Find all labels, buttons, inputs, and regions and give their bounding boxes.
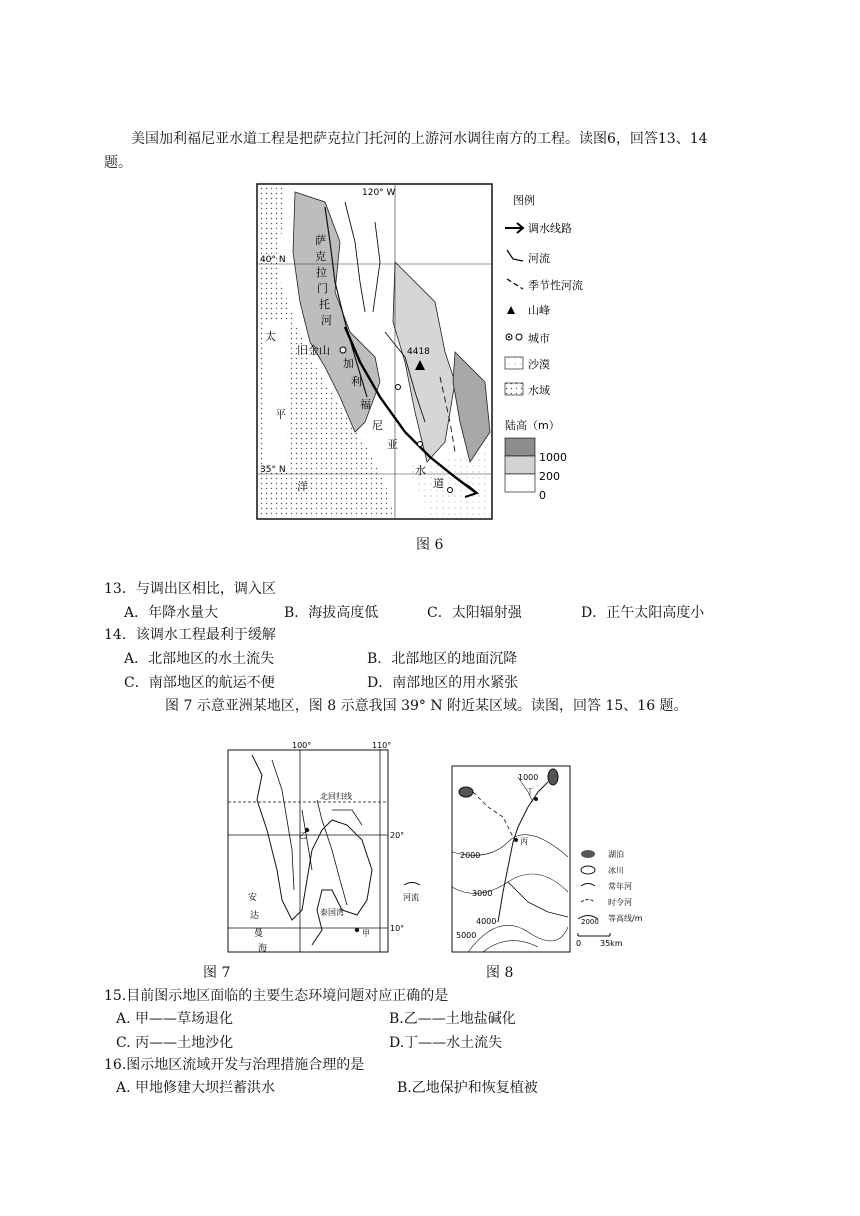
legend-water: 水域 [528, 384, 550, 397]
q15-stem: 15.目前图示地区面临的主要生态环境问题对应正确的是 [104, 988, 449, 1004]
aq-char-2: 利 [351, 375, 362, 388]
mark-ding: 丁 [526, 787, 534, 796]
figure-7-map [222, 740, 432, 955]
contour-4000: 4000 [476, 917, 497, 926]
bing-location [514, 838, 518, 842]
q16-stem: 16.图示地区流域开发与治理措施合理的是 [104, 1057, 365, 1073]
mark-bing: 丙 [520, 837, 528, 846]
ocean-char-1: 太 [265, 330, 276, 343]
california-aqueduct-map [255, 182, 585, 522]
glacier-icon [581, 866, 595, 874]
fig8-legend [576, 849, 643, 948]
elev-title: 陆高（m） [505, 419, 560, 432]
river-char-6: 河 [321, 314, 332, 327]
legend-contour: 等高线/m [608, 914, 643, 923]
contour-3000: 3000 [472, 889, 493, 898]
fig6-legend [505, 193, 583, 502]
q14-option-a: A．北部地区的水土流失 [124, 651, 275, 667]
lat-10-label: 10° [390, 924, 405, 933]
aq-char-3: 福 [360, 398, 371, 411]
ocean-char-2: 平 [275, 408, 286, 421]
perennial-river-icon [581, 884, 595, 887]
lat-40-label: 40° N [260, 255, 286, 265]
gulf-label: 泰国湾 [320, 908, 344, 917]
aq-char-7: 道 [433, 477, 444, 490]
q16-option-b: B.乙地保护和恢复植被 [397, 1080, 538, 1096]
seasonal-river-icon [507, 279, 523, 289]
water-legend-icon [505, 383, 523, 395]
elev-tick-200: 200 [539, 470, 560, 483]
q14-stem: 14．该调水工程最利于缓解 [104, 627, 276, 643]
fig7-legend-river: 河流 [403, 893, 419, 902]
figure-8-map [448, 762, 648, 954]
intro-2: 图 7 示意亚洲某地区，图 8 示意我国 39° N 附近某区域。读图，回答 15、16 题。 [165, 698, 688, 714]
legend-glacier: 冰川 [608, 866, 624, 875]
legend-2000: 2000 [581, 918, 599, 926]
glacier-east [548, 769, 558, 785]
lat-35-label: 35° N [260, 465, 286, 475]
aq-char-5: 亚 [387, 438, 398, 451]
legend-seasonal: 时令河 [608, 898, 632, 907]
city-label: 旧金山 [297, 344, 330, 357]
intro-line-2: 题。 [104, 155, 132, 171]
jia-location [355, 928, 359, 932]
q14-option-c: C．南部地区的航运不便 [124, 675, 275, 691]
q13-option-b: B．海拔高度低 [284, 605, 379, 621]
river-char-4: 门 [317, 282, 328, 295]
aq-char-1: 加 [343, 357, 354, 370]
river-char-1: 萨 [315, 234, 326, 247]
ocean-char-3: 洋 [297, 480, 308, 493]
lon-110-label: 110° [372, 741, 392, 750]
river-char-3: 拉 [316, 266, 327, 279]
river-char-2: 克 [315, 250, 326, 263]
river-legend-icon [404, 883, 420, 886]
q13-option-d: D．正午太阳高度小 [581, 605, 705, 621]
q16-option-a: A. 甲地修建大坝拦蓄洪水 [116, 1080, 276, 1096]
legend-title: 图例 [513, 194, 535, 207]
q15-option-d: D.丁——水土流失 [389, 1035, 503, 1051]
q13-option-c: C．太阳辐射强 [427, 605, 522, 621]
mark-jia: 甲 [362, 929, 370, 938]
mark-yi: 乙 [299, 831, 307, 840]
aq-char-6: 水 [415, 464, 426, 477]
fig6-caption: 图 6 [416, 537, 444, 553]
legend-peak: 山峰 [528, 304, 550, 317]
fig7-caption: 图 7 [203, 965, 231, 981]
asia-region-map [222, 740, 432, 955]
elev-1000-swatch [505, 438, 535, 456]
intro-line-1: 美国加利福尼亚水道工程是把萨克拉门托河的上游河水调往南方的工程。读图6，回答13、14 [131, 131, 708, 147]
sea-char-1: 安 [248, 893, 258, 903]
legend-river: 河流 [528, 252, 550, 265]
lon-label: 120° W [362, 188, 396, 198]
peak-label: 4418 [407, 347, 430, 357]
legend-route: 调水线路 [528, 222, 572, 235]
q13-option-a: A．年降水量大 [124, 605, 219, 621]
q13-stem: 13．与调出区相比，调入区 [104, 581, 276, 597]
sea-char-3: 曼 [254, 929, 264, 939]
q14-option-b: B．北部地区的地面沉降 [367, 651, 518, 667]
lat-20-label: 20° [390, 831, 405, 840]
tropic-label: 北回归线 [320, 792, 352, 801]
legend-lake: 湖泊 [608, 850, 624, 859]
aq-char-4: 尼 [372, 419, 383, 432]
scale-0: 0 [576, 939, 582, 948]
figure-6-map [255, 182, 585, 522]
lon-100-label: 100° [292, 741, 312, 750]
legend-perennial: 常年河 [608, 882, 632, 891]
q15-option-c: C. 丙——土地沙化 [116, 1035, 234, 1051]
ding-location [534, 797, 538, 801]
elev-tick-1000: 1000 [539, 451, 567, 464]
china-39n-map [448, 762, 648, 954]
legend-seasonal-river: 季节性河流 [528, 279, 583, 292]
route-icon [505, 223, 523, 233]
q14-option-d: D．南部地区的用水紧张 [367, 675, 519, 691]
desert-legend-icon [505, 357, 523, 369]
city-san-francisco [340, 347, 346, 353]
legend-desert: 沙漠 [528, 358, 550, 371]
seasonal-river-icon [581, 900, 595, 903]
scale-35: 35km [600, 939, 623, 948]
q15-option-b: B.乙——土地盐碱化 [389, 1011, 516, 1027]
river-icon [507, 250, 523, 261]
contour-2000: 2000 [460, 851, 481, 860]
peak-legend-icon [507, 306, 515, 314]
q15-option-a: A. 甲——草场退化 [116, 1011, 234, 1027]
river-char-5: 托 [319, 298, 330, 311]
fig8-caption: 图 8 [486, 965, 514, 981]
sea-char-4: 海 [258, 944, 268, 954]
elev-tick-0: 0 [539, 489, 546, 502]
glacier-west [459, 787, 473, 797]
lake-icon [581, 850, 595, 858]
sea-char-2: 达 [250, 911, 260, 921]
contour-1000: 1000 [518, 773, 539, 782]
legend-city: 城市 [528, 332, 550, 345]
contour-5000: 5000 [456, 931, 477, 940]
